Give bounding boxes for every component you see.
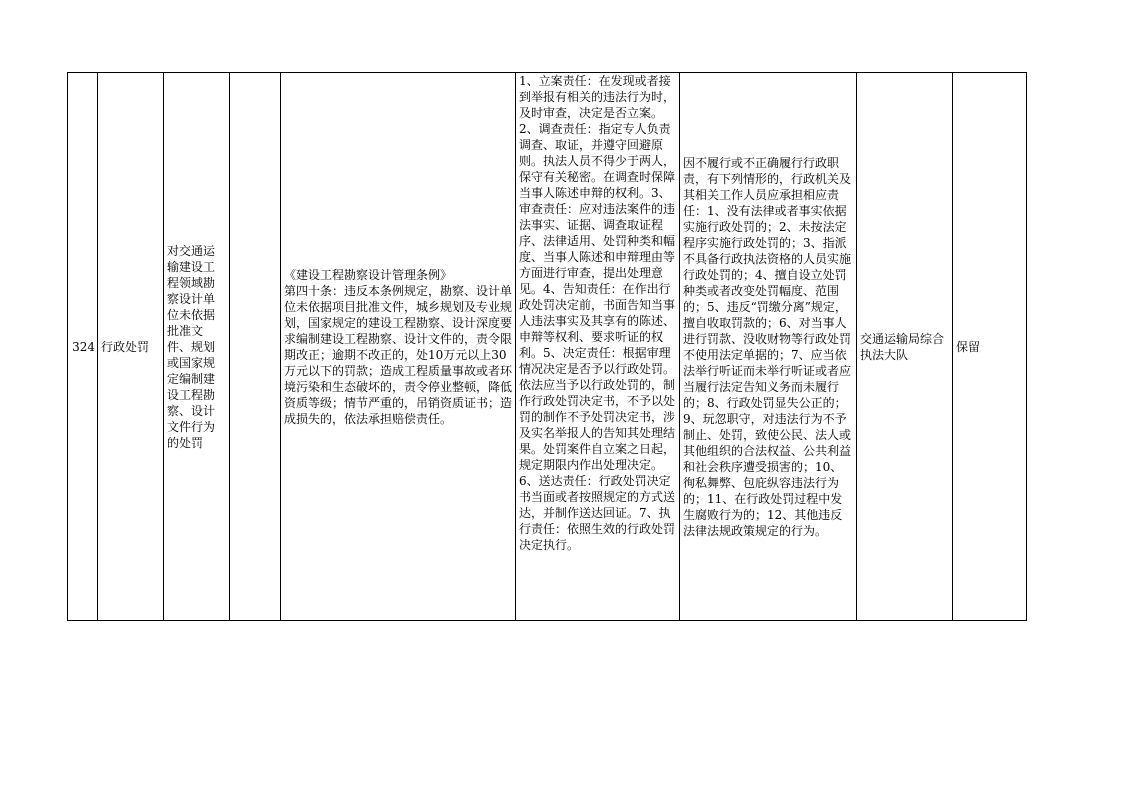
responsibility-cell	[516, 73, 680, 621]
responsibility-clip	[519, 73, 676, 620]
responsibility-text: 1、立案责任：在发现或者接到举报有相关的违法行为时，及时审查，决定是否立案。2、调查责任：指定专人负责调查、取证，并遵守回避原则。执法人员不得少于两人，保守有关秘密。在调查时保障当事人陈述申辩的权利。3、审查责任：应对违法案件的违法事实、证据、调查取证程序、法律适用、处罚种类和幅度、当事人陈述和申辩理由等方面进行审查，提出处理意见。4、告知责任：在作出行政处罚决定前，书面告知当事人违法事实及其享有的陈述、申辩等权利、要求听证的权利。5、决定责任：根据审理情况决定是否予以行政处罚。依法应当予以行政处罚的，制作行政处罚决定书，不予以处罚的制作不予处罚决定书，涉及实名举报人的告知其处理结果。处罚案件自立案之日起，规定期限内作出处理决定。 6、送达责任：行政处罚决定书当面或者按照规定的方式送达，并制作送达回证。7、执行责任：依照生效的行政处罚决定执行。	[519, 74, 676, 552]
sub-item-cell	[230, 73, 281, 621]
department-cell	[857, 73, 953, 621]
category-cell	[98, 73, 164, 621]
accountability-text: 因不履行或不正确履行行政职责，有下列情形的，行政机关及其相关工作人员应承担相应责任：1、没有法律或者事实依据实施行政处罚的；2、未按法定程序实施行政处罚的；3、指派不具备行政执法资格的人员实施行政处罚的；4、擅自设立处罚种类或者改变处罚幅度、范围的；5、违反“罚缴分离”规定，擅自收取罚款的；6、对当事人进行罚款、没收财物等行政处罚不使用法定单据的；7、应当依法举行听证而未举行听证或者应当履行法定告知义务而未履行的；8、行政处罚显失公正的；9、玩忽职守，对违法行为不予制止、处罚，致使公民、法人或其他组织的合法权益、公共利益和社会秩序遭受损害的；10、徇私舞弊、包庇纵容违法行为的；11、在行政处罚过程中发生腐败行为的；12、其他违反法律法规政策规定的行为。	[683, 155, 852, 538]
status-text: 保留	[956, 339, 981, 354]
power-list-table	[67, 72, 1027, 621]
department-text: 交通运输局综合执法大队	[860, 331, 945, 362]
legal-basis-cell	[281, 73, 516, 621]
table-row	[68, 73, 1027, 621]
row-number: 324	[72, 339, 95, 354]
item-name-cell	[164, 73, 230, 621]
status-cell	[953, 73, 1027, 621]
accountability-cell	[680, 73, 857, 621]
item-name-text: 对交通运输建设工程领域勘察设计单位未依据批准文件、规划或国家规定编制建设工程勘察、设计文件行为的处罚	[167, 243, 216, 450]
legal-basis-text: 《建设工程勘察设计管理条例》 第四十条：违反本条例规定，勘察、设计单位未依据项目批准文件，城乡规划及专业规划，国家规定的建设工程勘察、设计深度要求编制建设工程勘察、设计文件的，责令限期改正；逾期不改正的，处10万元以上30万元以下的罚款；造成工程质量事故或者环境污染和生态破坏的，责令停业整顿，降低资质等级；情节严重的，吊销资质证书；造成损失的，依法承担赔偿责任。	[284, 267, 513, 426]
category-text: 行政处罚	[101, 339, 150, 354]
row-number-cell	[68, 73, 98, 621]
